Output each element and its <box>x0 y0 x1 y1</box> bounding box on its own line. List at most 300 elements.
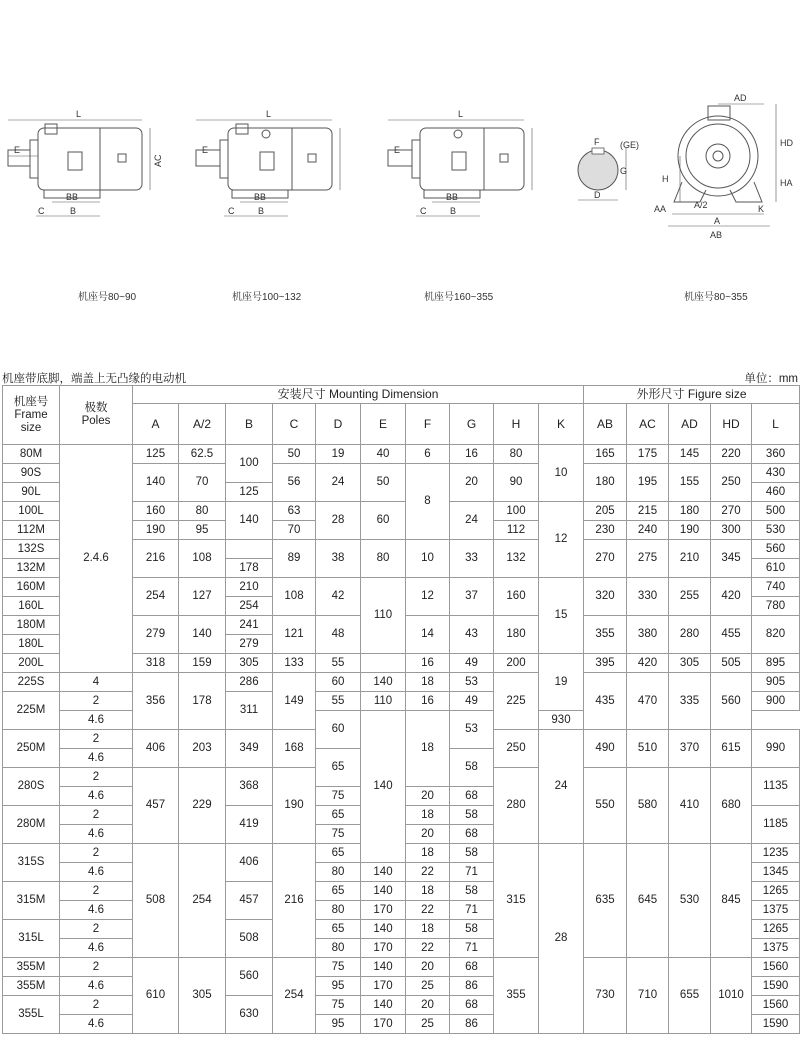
dimension-table <box>2 385 800 1034</box>
dim-label-h: H <box>662 174 669 184</box>
f-cell: 18 <box>406 920 450 939</box>
ad-cell: 280 <box>669 616 711 654</box>
a2-cell: 70 <box>179 464 226 502</box>
hd-cell: 250 <box>711 464 752 502</box>
a2-cell: 305 <box>179 958 226 1034</box>
a-cell: 356 <box>133 673 179 730</box>
dim-label-d: D <box>594 190 601 200</box>
g-cell: 68 <box>450 996 494 1015</box>
l-cell: 560 <box>752 540 800 559</box>
b-cell: 140 <box>226 502 273 540</box>
ac-cell: 175 <box>627 445 669 464</box>
g-cell: 58 <box>450 844 494 863</box>
d-cell: 19 <box>316 445 361 464</box>
poles-cell: 2 <box>60 768 133 787</box>
l-cell: 1375 <box>752 901 800 920</box>
col-header-k: K <box>539 404 584 445</box>
frame-cell: 250M <box>3 730 60 768</box>
d-cell: 75 <box>316 958 361 977</box>
g-cell: 71 <box>450 901 494 920</box>
k-cell: 12 <box>539 502 584 578</box>
c-cell: 168 <box>273 730 316 768</box>
frame-cell: 112M <box>3 521 60 540</box>
poles-header: 极数 Poles <box>60 386 133 445</box>
ab-cell: 635 <box>584 844 627 958</box>
b-cell: 349 <box>226 730 273 768</box>
a2-cell: 254 <box>179 844 226 958</box>
f-cell: 8 <box>406 464 450 540</box>
d-cell: 48 <box>316 616 361 654</box>
g-cell: 33 <box>450 540 494 578</box>
dim-label-l: L <box>76 109 82 119</box>
l-cell: 1265 <box>752 882 800 901</box>
f-cell: 18 <box>406 844 450 863</box>
hd-cell: 505 <box>711 654 752 673</box>
d-cell: 75 <box>316 996 361 1015</box>
col-header-h: H <box>494 404 539 445</box>
ac-cell: 195 <box>627 464 669 502</box>
e-cell: 140 <box>361 673 406 692</box>
dim-label-g: G <box>620 166 628 176</box>
poles-cell: 2 <box>60 692 133 711</box>
ab-cell: 550 <box>584 768 627 844</box>
g-cell: 86 <box>450 1015 494 1034</box>
ac-cell: 470 <box>627 673 669 730</box>
hd-cell: 615 <box>711 730 752 768</box>
frame-cell: 100L <box>3 502 60 521</box>
ac-cell: 275 <box>627 540 669 578</box>
f-cell: 12 <box>406 578 450 616</box>
l-cell: 610 <box>752 559 800 578</box>
ad-cell: 210 <box>669 540 711 578</box>
col-header-c: C <box>273 404 316 445</box>
g-cell: 37 <box>450 578 494 616</box>
dim-label-ac: AC <box>153 154 163 167</box>
e-cell: 170 <box>361 901 406 920</box>
c-cell: 133 <box>273 654 316 673</box>
f-cell: 22 <box>406 939 450 958</box>
g-cell: 71 <box>450 863 494 882</box>
a-cell: 216 <box>133 540 179 578</box>
l-cell: 1590 <box>752 1015 800 1034</box>
b-cell: 406 <box>226 844 273 882</box>
dim-label-f: F <box>594 137 600 147</box>
poles-cell: 2 <box>60 958 133 977</box>
a-cell: 190 <box>133 521 179 540</box>
h-cell: 225 <box>494 673 539 730</box>
hd-cell: 270 <box>711 502 752 521</box>
ab-cell: 490 <box>584 730 627 768</box>
dim-label-ad: AD <box>734 93 747 103</box>
frame-cell: 225M <box>3 692 60 730</box>
ab-cell: 355 <box>584 616 627 654</box>
motor-side-view-80-90 <box>0 90 180 240</box>
motor-side-view-100-132 <box>188 90 368 240</box>
h-cell: 112 <box>494 521 539 540</box>
h-cell: 90 <box>494 464 539 502</box>
e-cell: 140 <box>361 958 406 977</box>
f-cell: 6 <box>406 445 450 464</box>
c-cell: 254 <box>273 958 316 1034</box>
b-cell: 100 <box>226 445 273 483</box>
shaft-section-view <box>574 90 644 220</box>
e-cell-empty <box>361 654 406 673</box>
l-cell: 530 <box>752 521 800 540</box>
ad-cell: 410 <box>669 768 711 844</box>
b-cell: 241 <box>226 616 273 635</box>
b-cell: 210 <box>226 578 273 597</box>
l-cell: 895 <box>752 654 800 673</box>
poles-cell: 4.6 <box>60 1015 133 1034</box>
ac-cell: 420 <box>627 654 669 673</box>
ac-cell: 380 <box>627 616 669 654</box>
dim-label-ge: (GE) <box>620 140 639 150</box>
dim-label-c: C <box>420 206 427 216</box>
g-cell: 71 <box>450 939 494 958</box>
f-cell: 20 <box>406 996 450 1015</box>
d-cell: 60 <box>316 711 361 749</box>
ab-cell: 230 <box>584 521 627 540</box>
h-cell: 315 <box>494 844 539 958</box>
poles-cell: 2 <box>60 920 133 939</box>
e-cell: 170 <box>361 1015 406 1034</box>
g-cell: 43 <box>450 616 494 654</box>
h-cell: 280 <box>494 768 539 844</box>
l-cell: 930 <box>539 711 584 730</box>
frame-cell: 315M <box>3 882 60 920</box>
col-header-f: F <box>406 404 450 445</box>
f-cell: 20 <box>406 825 450 844</box>
ac-cell: 510 <box>627 730 669 768</box>
frame-cell: 315L <box>3 920 60 958</box>
e-cell: 60 <box>361 502 406 540</box>
a2-cell: 229 <box>179 768 226 844</box>
a2-cell: 62.5 <box>179 445 226 464</box>
hd-cell: 420 <box>711 578 752 616</box>
dim-label-e: E <box>202 145 209 155</box>
l-cell: 900 <box>752 692 800 711</box>
k-cell: 15 <box>539 578 584 654</box>
d-cell: 42 <box>316 578 361 616</box>
poles-cell: 2.4.6 <box>60 445 133 673</box>
drawings-area <box>0 90 800 310</box>
e-cell: 110 <box>361 692 406 711</box>
table-title: 机座带底脚，端盖上无凸缘的电动机 <box>2 373 186 385</box>
a2-cell: 203 <box>179 730 226 768</box>
g-cell: 86 <box>450 977 494 996</box>
e-cell: 110 <box>361 578 406 654</box>
d-cell: 65 <box>316 844 361 863</box>
frame-cell: 355M <box>3 958 60 977</box>
l-cell: 905 <box>752 673 800 692</box>
h-cell: 160 <box>494 578 539 616</box>
a2-cell: 140 <box>179 616 226 654</box>
e-cell: 140 <box>361 882 406 901</box>
d-cell: 38 <box>316 540 361 578</box>
g-cell: 58 <box>450 806 494 825</box>
dim-label-e: E <box>394 145 401 155</box>
frame-cell: 315S <box>3 844 60 882</box>
a-cell: 318 <box>133 654 179 673</box>
hd-cell: 300 <box>711 521 752 540</box>
e-cell: 140 <box>361 996 406 1015</box>
c-cell: 149 <box>273 673 316 730</box>
l-cell: 1590 <box>752 977 800 996</box>
poles-cell: 4.6 <box>60 825 133 844</box>
e-cell: 140 <box>361 711 406 863</box>
k-cell: 24 <box>539 730 584 844</box>
d-cell: 55 <box>316 692 361 711</box>
g-cell: 49 <box>450 654 494 673</box>
poles-cell: 4.6 <box>60 977 133 996</box>
frame-cell: 225S <box>3 673 60 692</box>
e-cell: 50 <box>361 464 406 502</box>
a2-cell: 95 <box>179 521 226 540</box>
d-cell: 65 <box>316 920 361 939</box>
b-cell: 279 <box>226 635 273 654</box>
l-cell: 500 <box>752 502 800 521</box>
d-cell: 80 <box>316 939 361 958</box>
dim-label-l: L <box>458 109 464 119</box>
b-cell: 560 <box>226 958 273 996</box>
col-header-hd: HD <box>711 404 752 445</box>
ac-cell: 330 <box>627 578 669 616</box>
poles-cell: 4 <box>60 673 133 692</box>
frame-cell: 355M <box>3 977 60 996</box>
dim-label-l: L <box>266 109 272 119</box>
hd-cell: 455 <box>711 616 752 654</box>
hd-cell: 845 <box>711 844 752 958</box>
dim-label-aa: AA <box>654 204 667 214</box>
d-cell: 80 <box>316 863 361 882</box>
d-cell: 65 <box>316 882 361 901</box>
f-cell: 22 <box>406 863 450 882</box>
g-cell: 53 <box>450 711 494 749</box>
f-cell: 16 <box>406 692 450 711</box>
g-cell: 53 <box>450 673 494 692</box>
f-cell: 10 <box>406 540 450 578</box>
a2-cell: 108 <box>179 540 226 578</box>
frame-cell: 180L <box>3 635 60 654</box>
col-header-ad: AD <box>669 404 711 445</box>
l-cell: 1560 <box>752 958 800 977</box>
poles-cell: 4.6 <box>60 749 133 768</box>
ad-cell: 190 <box>669 521 711 540</box>
col-header-ac: AC <box>627 404 669 445</box>
dim-label-k: K <box>758 204 765 214</box>
a-cell: 406 <box>133 730 179 768</box>
dim-label-a2: A/2 <box>694 200 708 210</box>
motor-front-view <box>652 90 800 250</box>
dim-label-e: E <box>14 145 21 155</box>
frame-cell: 80M <box>3 445 60 464</box>
c-cell: 190 <box>273 768 316 844</box>
ad-cell: 305 <box>669 654 711 673</box>
e-cell: 170 <box>361 977 406 996</box>
f-cell: 18 <box>406 882 450 901</box>
ad-cell: 180 <box>669 502 711 521</box>
c-cell: 89 <box>273 540 316 578</box>
c-cell: 70 <box>273 521 316 540</box>
l-cell: 1135 <box>752 768 800 806</box>
ac-cell: 710 <box>627 958 669 1034</box>
b-cell: 305 <box>226 654 273 673</box>
ab-cell: 395 <box>584 654 627 673</box>
b-cell: 419 <box>226 806 273 844</box>
e-cell: 140 <box>361 920 406 939</box>
ab-cell: 270 <box>584 540 627 578</box>
dim-label-b: B <box>450 206 457 216</box>
b-cell: 178 <box>226 559 273 578</box>
c-cell: 216 <box>273 844 316 958</box>
poles-cell: 2 <box>60 996 133 1015</box>
ac-cell: 645 <box>627 844 669 958</box>
col-header-e: E <box>361 404 406 445</box>
k-cell: 19 <box>539 654 584 711</box>
f-cell: 25 <box>406 1015 450 1034</box>
e-cell: 40 <box>361 445 406 464</box>
c-cell: 56 <box>273 464 316 502</box>
ab-cell: 320 <box>584 578 627 616</box>
g-cell: 68 <box>450 958 494 977</box>
hd-cell: 680 <box>711 768 752 844</box>
caption-front-80-355: 机座号80~355 <box>684 292 748 303</box>
a-cell: 125 <box>133 445 179 464</box>
b-cell: 254 <box>226 597 273 616</box>
h-cell: 180 <box>494 616 539 654</box>
d-cell: 65 <box>316 749 361 787</box>
l-cell: 990 <box>752 730 800 768</box>
dim-label-ab: AB <box>710 230 723 240</box>
dim-label-c: C <box>38 206 45 216</box>
a2-cell: 159 <box>179 654 226 673</box>
h-cell: 132 <box>494 540 539 578</box>
l-cell: 740 <box>752 578 800 597</box>
d-cell: 60 <box>316 673 361 692</box>
b-cell: 125 <box>226 483 273 502</box>
col-header-l: L <box>752 404 800 445</box>
f-cell: 20 <box>406 958 450 977</box>
poles-cell: 4.6 <box>60 939 133 958</box>
g-cell: 58 <box>450 882 494 901</box>
table-header-line <box>0 370 800 386</box>
ad-cell: 145 <box>669 445 711 464</box>
d-cell: 24 <box>316 464 361 502</box>
k-cell: 28 <box>539 844 584 1034</box>
f-cell: 25 <box>406 977 450 996</box>
f-cell: 16 <box>406 654 450 673</box>
d-cell: 95 <box>316 977 361 996</box>
ad-cell: 655 <box>669 958 711 1034</box>
ab-cell: 180 <box>584 464 627 502</box>
frame-cell: 160L <box>3 597 60 616</box>
l-cell: 1560 <box>752 996 800 1015</box>
d-cell: 75 <box>316 825 361 844</box>
b-cell: 286 <box>226 673 273 692</box>
g-cell: 68 <box>450 825 494 844</box>
f-cell: 18 <box>406 806 450 825</box>
col-header-d: D <box>316 404 361 445</box>
l-cell: 1345 <box>752 863 800 882</box>
hd-cell: 220 <box>711 445 752 464</box>
frame-header: 机座号 Frame size <box>3 386 60 445</box>
l-cell: 1375 <box>752 939 800 958</box>
col-header-a: A <box>133 404 179 445</box>
ab-cell: 435 <box>584 673 627 730</box>
figure-header: 外形尺寸 Figure size <box>584 386 800 404</box>
f-cell: 22 <box>406 901 450 920</box>
b-cell: 508 <box>226 920 273 958</box>
a2-cell: 127 <box>179 578 226 616</box>
hd-cell: 345 <box>711 540 752 578</box>
poles-cell: 2 <box>60 806 133 825</box>
a-cell: 610 <box>133 958 179 1034</box>
poles-cell: 2 <box>60 844 133 863</box>
ad-cell: 155 <box>669 464 711 502</box>
e-cell: 140 <box>361 863 406 882</box>
h-cell: 250 <box>494 730 539 768</box>
dim-label-ha: HA <box>780 178 793 188</box>
poles-cell: 4.6 <box>60 863 133 882</box>
ad-cell: 530 <box>669 844 711 958</box>
ad-cell: 335 <box>669 673 711 730</box>
f-cell: 18 <box>406 673 450 692</box>
ad-cell: 255 <box>669 578 711 616</box>
frame-cell: 132M <box>3 559 60 578</box>
mounting-header: 安装尺寸 Mounting Dimension <box>133 386 584 404</box>
h-cell: 100 <box>494 502 539 521</box>
ad-cell: 370 <box>669 730 711 768</box>
col-header-ab: AB <box>584 404 627 445</box>
f-cell: 20 <box>406 787 450 806</box>
col-header-a2: A/2 <box>179 404 226 445</box>
hd-cell: 1010 <box>711 958 752 1034</box>
frame-cell: 90S <box>3 464 60 483</box>
a-cell: 279 <box>133 616 179 654</box>
unit-label: 单位：mm <box>744 373 798 385</box>
ab-cell: 730 <box>584 958 627 1034</box>
d-cell: 75 <box>316 787 361 806</box>
b-cell: 311 <box>226 692 273 730</box>
g-cell: 58 <box>450 920 494 939</box>
ab-cell: 165 <box>584 445 627 464</box>
h-cell: 355 <box>494 958 539 1034</box>
c-cell: 50 <box>273 445 316 464</box>
a-cell: 508 <box>133 844 179 958</box>
b-cell: 630 <box>226 996 273 1034</box>
a-cell: 457 <box>133 768 179 844</box>
caption-160-355: 机座号160~355 <box>424 292 494 303</box>
e-cell: 80 <box>361 540 406 578</box>
frame-cell: 200L <box>3 654 60 673</box>
ac-cell: 215 <box>627 502 669 521</box>
dim-label-bb: BB <box>446 192 459 202</box>
poles-cell: 2 <box>60 730 133 749</box>
a2-cell: 80 <box>179 502 226 521</box>
ac-cell: 240 <box>627 521 669 540</box>
b-cell-empty <box>226 540 273 559</box>
h-cell: 80 <box>494 445 539 464</box>
g-cell: 49 <box>450 692 494 711</box>
poles-cell: 4.6 <box>60 711 133 730</box>
frame-cell: 180M <box>3 616 60 635</box>
g-cell: 58 <box>450 749 494 787</box>
f-cell: 18 <box>406 711 450 787</box>
d-cell: 28 <box>316 502 361 540</box>
l-cell: 1265 <box>752 920 800 939</box>
g-cell: 16 <box>450 445 494 464</box>
dim-label-a: A <box>714 216 721 226</box>
